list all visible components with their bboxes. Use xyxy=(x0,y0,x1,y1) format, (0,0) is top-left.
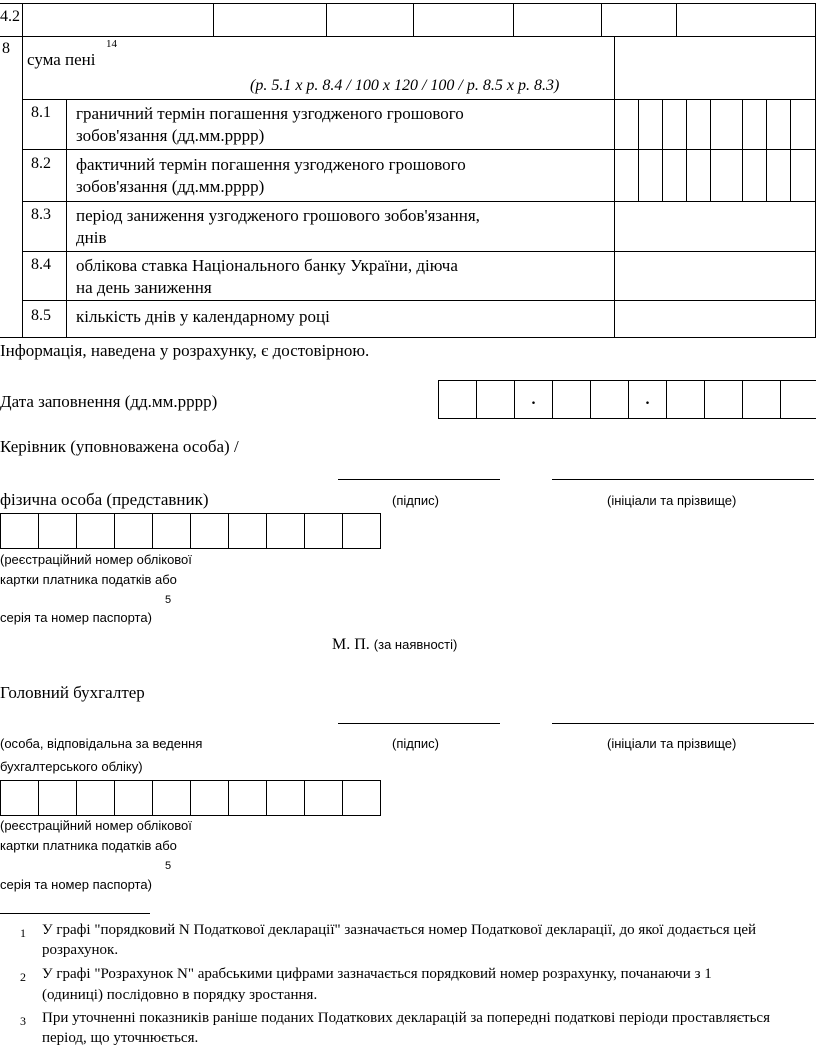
accountant-reg-caption-2: картки платника податків або xyxy=(0,838,177,853)
director-label-2: фізична особа (представник) xyxy=(0,490,209,509)
accountant-reg-number-input[interactable] xyxy=(0,780,381,816)
row-8-5-number: 8.5 xyxy=(31,307,51,324)
footnote-1-line-1: У графі "порядковий N Податкової декларації" зазначається номер Податкової декларації, до якої додається цей xyxy=(42,922,757,938)
director-name-line[interactable] xyxy=(552,479,814,480)
date-cell[interactable] xyxy=(780,380,816,419)
accountant-label-2: бухгалтерського обліку) xyxy=(0,759,143,774)
reg-number-cell[interactable] xyxy=(38,513,77,549)
director-signature-caption: (підпис) xyxy=(392,493,439,508)
accountant-name-caption: (ініціали та прізвище) xyxy=(607,736,737,751)
reg-number-cell[interactable] xyxy=(266,513,305,549)
reg-number-cell[interactable] xyxy=(38,780,77,816)
footnote-3-line-2: період, що уточнюється. xyxy=(42,1030,199,1046)
row-8-label: сума пені xyxy=(27,50,96,69)
reg-number-cell[interactable] xyxy=(342,513,381,549)
reg-number-cell[interactable] xyxy=(152,780,191,816)
director-reg-caption-3: серія та номер паспорта) xyxy=(0,610,152,625)
row-8-1-label-1: граничний термін погашення узгодженого грошового xyxy=(76,104,464,123)
footnote-3-line-1: При уточненні показників раніше поданих Податкових декларацій за попередні податкові періоди проставляється xyxy=(42,1010,770,1026)
date-label: Дата заповнення (дд.мм.рррр) xyxy=(0,392,218,411)
reg-number-cell[interactable] xyxy=(76,513,115,549)
row-8-4-label-2: на день заниження xyxy=(76,278,212,297)
row-8-2-label-2: зобов'язання (дд.мм.рррр) xyxy=(76,177,265,196)
reg-number-cell[interactable] xyxy=(266,780,305,816)
accountant-reg-caption-3: серія та номер паспорта) xyxy=(0,877,152,892)
row-8-formula: (р. 5.1 х р. 8.4 / 100 х 120 / 100 / р. 8.5 х р. 8.3) xyxy=(250,77,560,94)
reg-number-cell[interactable] xyxy=(342,780,381,816)
reg-number-cell[interactable] xyxy=(304,513,343,549)
row-8-1-label-2: зобов'язання (дд.мм.рррр) xyxy=(76,126,265,145)
row-4-2-number: 4.2 xyxy=(0,8,20,25)
footnote-separator xyxy=(0,913,150,914)
row-8-number: 8 xyxy=(2,40,10,57)
reg-number-cell[interactable] xyxy=(152,513,191,549)
row-8-4-label-1: облікова ставка Національного банку України, діюча xyxy=(76,256,458,275)
footnote-3-number: 3 xyxy=(20,1014,26,1028)
director-label-1: Керівник (уповноважена особа) / xyxy=(0,437,239,456)
stamp-note: (за наявності) xyxy=(373,637,458,652)
accountant-label-1: (особа, відповідальна за ведення xyxy=(0,736,203,751)
reg-number-cell[interactable] xyxy=(114,780,153,816)
accountant-title: Головний бухгалтер xyxy=(0,683,145,702)
date-separator: . xyxy=(628,380,667,419)
date-cell[interactable] xyxy=(438,380,477,419)
reg-number-cell[interactable] xyxy=(76,780,115,816)
footnote-1-line-2: розрахунок. xyxy=(42,942,119,958)
date-input[interactable] xyxy=(438,380,816,419)
row-8-2-number: 8.2 xyxy=(31,155,51,172)
reg-number-cell[interactable] xyxy=(228,780,267,816)
reg-number-cell[interactable] xyxy=(190,513,229,549)
footnote-2-line-2: (одиниці) послідовно в порядку зростання. xyxy=(42,987,318,1003)
reg-number-cell[interactable] xyxy=(0,780,39,816)
director-reg-number-input[interactable] xyxy=(0,513,381,549)
date-cell[interactable] xyxy=(666,380,705,419)
row-8-1-number: 8.1 xyxy=(31,104,51,121)
stamp-main: М. П. xyxy=(332,636,370,653)
director-signature-line[interactable] xyxy=(338,479,500,480)
footnote-1-number: 1 xyxy=(20,926,26,940)
accountant-name-line[interactable] xyxy=(552,723,814,724)
stamp-label xyxy=(332,636,457,654)
date-separator: . xyxy=(514,380,553,419)
date-cell[interactable] xyxy=(742,380,781,419)
reg-number-cell[interactable] xyxy=(190,780,229,816)
declaration-text: Інформація, наведена у розрахунку, є достовірною. xyxy=(0,341,370,360)
reg-number-cell[interactable] xyxy=(0,513,39,549)
date-cell[interactable] xyxy=(552,380,591,419)
accountant-signature-line[interactable] xyxy=(338,723,500,724)
date-cell[interactable] xyxy=(704,380,743,419)
director-reg-caption-1: (реєстраційний номер облікової xyxy=(0,552,192,567)
row-8-4-number: 8.4 xyxy=(31,256,51,273)
row-8-3-number: 8.3 xyxy=(31,206,51,223)
row-8-2-label-1: фактичний термін погашення узгодженого грошового xyxy=(76,155,466,174)
reg-number-cell[interactable] xyxy=(304,780,343,816)
row-8-5-label: кількість днів у календарному році xyxy=(76,307,330,326)
director-reg-footnote-ref: 5 xyxy=(165,594,172,606)
row-8-footnote-ref: 14 xyxy=(106,38,117,50)
footnote-2-number: 2 xyxy=(20,970,26,984)
accountant-reg-footnote-ref: 5 xyxy=(165,860,172,872)
accountant-signature-caption: (підпис) xyxy=(392,736,439,751)
director-reg-caption-2: картки платника податків або xyxy=(0,572,177,587)
reg-number-cell[interactable] xyxy=(228,513,267,549)
director-name-caption: (ініціали та прізвище) xyxy=(607,493,737,508)
reg-number-cell[interactable] xyxy=(114,513,153,549)
footnote-2-line-1: У графі "Розрахунок N" арабськими цифрами зазначається порядковий номер розрахунку, почанаючи з 1 xyxy=(42,966,712,982)
row-8-3-label-2: днів xyxy=(76,228,107,247)
date-cell[interactable] xyxy=(476,380,515,419)
date-cell[interactable] xyxy=(590,380,629,419)
row-8-3-label-1: період заниження узгодженого грошового зобов'язання, xyxy=(76,206,480,225)
accountant-reg-caption-1: (реєстраційний номер облікової xyxy=(0,818,192,833)
